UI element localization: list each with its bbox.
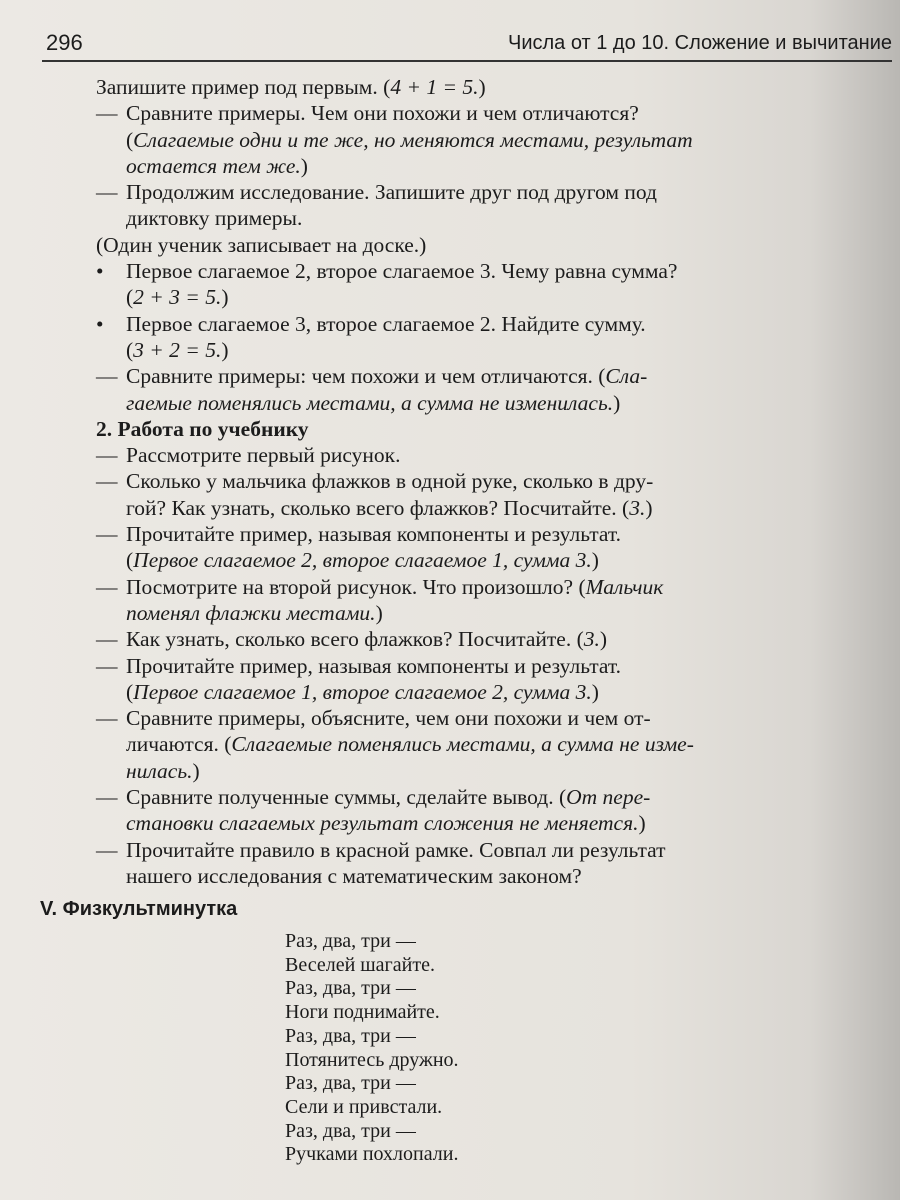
line-text: Сколько у мальчика флажков в одной руке, сколько в дру- (126, 469, 654, 494)
line-text: Посмотрите на второй рисунок. Что произошло? ( (126, 574, 586, 599)
line-text: Первое слагаемое 2, второе слагаемое 3. Чему равна сумма? (126, 259, 678, 284)
italic-answer-text: поменял флажки местами. (126, 600, 376, 625)
line-text: ) (638, 811, 646, 836)
italic-answer-text: 3. (583, 627, 600, 652)
line-text: Сравните примеры: чем похожи и чем отличаются. ( (126, 364, 606, 389)
dash-marker: — (96, 180, 118, 205)
page-number: 296 (46, 30, 83, 55)
line-text: ) (221, 285, 229, 310)
italic-answer-text: 3 + 2 = 5. (133, 337, 222, 362)
line-text: нашего исследования с математическим законом? (126, 863, 582, 888)
text-line (96, 232, 886, 258)
dash-marker: — (96, 785, 118, 810)
poem-line: Раз, два, три — (285, 1119, 416, 1142)
poem-line: Раз, два, три — (285, 930, 416, 952)
dash-marker: — (96, 653, 118, 678)
text-line (96, 731, 886, 757)
text-line (96, 810, 886, 836)
text-line (96, 679, 886, 705)
line-text: Запишите пример под первым. ( (96, 75, 391, 99)
poem-line: Потянитесь дружно. (285, 1048, 459, 1071)
line-text: гой? Как узнать, сколько всего флажков? Посчитайте. ( (126, 495, 630, 520)
dash-marker: — (96, 364, 118, 389)
dash-marker: — (96, 443, 118, 468)
text-line (96, 574, 886, 600)
bullet-marker: • (96, 311, 104, 336)
line-text: ) (221, 337, 229, 362)
line-text: ) (192, 758, 200, 783)
italic-answer-text: нилась. (126, 758, 193, 783)
line-text: ( (126, 679, 134, 704)
italic-answer-text: Мальчик (585, 574, 664, 599)
poem-line: Раз, два, три — (285, 977, 416, 1000)
poem-line: Раз, два, три — (285, 1072, 416, 1095)
text-line (96, 863, 886, 889)
poem-line: Веселей шагайте. (285, 953, 435, 976)
dash-marker: — (96, 522, 118, 547)
text-line (96, 758, 886, 784)
line-text: ) (375, 600, 383, 625)
text-line (96, 258, 886, 284)
poem-line: Ноги поднимайте. (285, 1001, 440, 1024)
text-line (96, 547, 886, 573)
italic-answer-text: 3. (629, 495, 646, 520)
italic-answer-text: остается тем же. (126, 153, 301, 178)
italic-answer-text: гаемые поменялись местами, а сумма не изменилась. (126, 390, 614, 415)
line-text: личаются. ( (126, 732, 232, 757)
text-line (96, 205, 886, 231)
line-text: ) (478, 75, 486, 99)
line-text: ( (126, 337, 134, 362)
text-line (96, 284, 886, 310)
text-line (96, 390, 886, 416)
dash-marker: — (96, 101, 118, 126)
italic-answer-text: От пере- (566, 785, 651, 810)
text-line (96, 337, 886, 363)
dash-marker: — (96, 469, 118, 494)
line-text: диктовку примеры. (126, 206, 303, 231)
text-line (96, 442, 886, 468)
line-text: Первое слагаемое 3, второе слагаемое 2. Найдите сумму. (126, 311, 646, 336)
line-text: Прочитайте пример, называя компоненты и результат. (126, 522, 622, 547)
italic-answer-text: Слагаемые одни и те же, но меняются местами, результат (133, 127, 693, 152)
text-line (96, 179, 886, 205)
italic-answer-text: 4 + 1 = 5. (390, 75, 479, 99)
text-line (96, 521, 886, 547)
italic-answer-text: Первое слагаемое 1, второе слагаемое 2, сумма 3. (133, 679, 592, 704)
italic-answer-text: Первое слагаемое 2, второе слагаемое 1, сумма 3. (133, 548, 592, 573)
dash-marker: — (96, 837, 118, 862)
bullet-marker: • (96, 259, 104, 284)
lesson-text (96, 74, 886, 889)
line-text: (Один ученик записывает на доске.) (96, 232, 427, 257)
dash-marker: — (96, 706, 118, 731)
line-text: ( (126, 285, 134, 310)
line-text: Продолжим исследование. Запишите друг под другом под (126, 180, 657, 205)
line-text: ( (126, 127, 134, 152)
italic-answer-text: Сла- (605, 364, 648, 389)
text-line (96, 784, 886, 810)
italic-answer-text: Слагаемые поменялись местами, а сумма не изме- (231, 732, 694, 757)
line-text: Сравните полученные суммы, сделайте вывод. ( (126, 785, 567, 810)
text-line (96, 626, 886, 652)
line-text: Сравните примеры, объясните, чем они похожи и чем от- (126, 706, 651, 731)
line-text: Рассмотрите первый рисунок. (126, 443, 401, 468)
line-text: ) (591, 679, 599, 704)
line-text: ) (599, 627, 608, 652)
text-line (96, 311, 886, 337)
text-line (96, 705, 886, 731)
dash-marker: — (96, 574, 118, 599)
text-line (96, 100, 886, 126)
line-text: ) (300, 153, 308, 178)
italic-answer-text: становки слагаемых результат сложения не меняется. (126, 811, 639, 836)
running-title: Числа от 1 до 10. Сложение и вычитание (508, 32, 892, 54)
line-text: Прочитайте пример, называя компоненты и результат. (126, 653, 622, 678)
poem-line: Сели и привстали. (285, 1095, 443, 1118)
line-text: Прочитайте правило в красной рамке. Совпал ли результат (126, 837, 666, 862)
text-line (96, 600, 886, 626)
text-line (96, 153, 886, 179)
subheading-text: 2. Работа по учебнику (96, 416, 309, 441)
line-text: ) (591, 548, 599, 573)
text-line (96, 495, 886, 521)
italic-answer-text: 2 + 3 = 5. (133, 285, 222, 310)
text-line (96, 416, 886, 442)
section-heading-fizkultminutka: V. Физкультминутка (40, 898, 238, 920)
poem-line: Раз, два, три — (285, 1024, 416, 1047)
page-header (42, 28, 892, 62)
dash-marker: — (96, 627, 118, 652)
text-line (96, 653, 886, 679)
line-text: Сравните примеры. Чем они похожи и чем отличаются? (126, 101, 639, 126)
text-line (96, 74, 886, 100)
line-text: ) (645, 495, 653, 520)
line-text: ( (126, 548, 134, 573)
line-text: Как узнать, сколько всего флажков? Посчитайте. ( (126, 627, 584, 652)
exercise-poem (285, 930, 459, 1167)
text-line (96, 127, 886, 153)
poem-line: Ручками похлопали. (285, 1143, 459, 1166)
text-line (96, 837, 886, 863)
text-line (96, 363, 886, 389)
text-line (96, 468, 886, 494)
line-text: ) (613, 390, 621, 415)
